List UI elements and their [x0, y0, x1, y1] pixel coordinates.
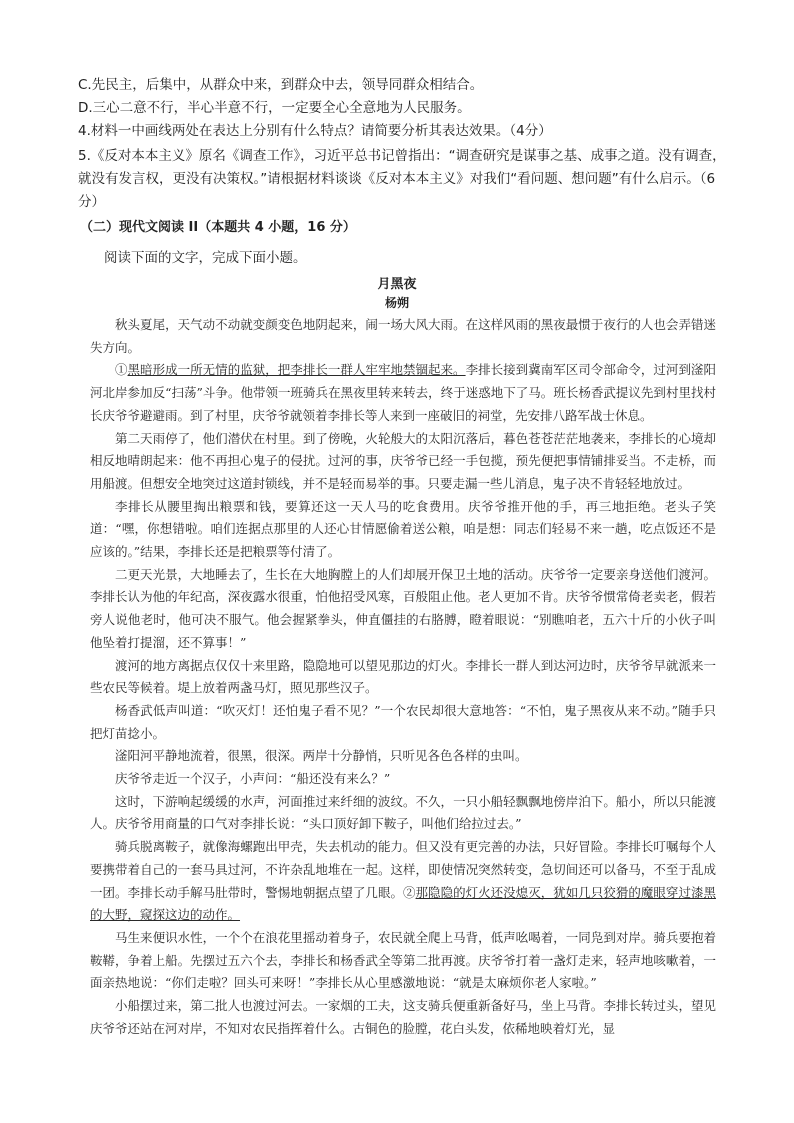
- story-title: 月黑夜: [377, 277, 417, 292]
- story-paragraph: 庆爷爷走近一个汉子，小声问：“船还没有来么？”: [115, 771, 391, 787]
- annotation-marker-1: ①: [115, 362, 128, 378]
- story-paragraph: [90, 836, 716, 927]
- paragraph-text: 骑兵脱离鞍子，就像海螺跑出甲壳，失去机动的能力。但又没有更完善的办法，只好冒险。李排长叮嘱每个人要携带着自己的一套马具过河，不许杂乱地堆在一起。这样，即使情况突然转变，急切间还可以备马，不至于乱成一团。李排长动手解马肚带时，警惕地朝据点望了几眼。: [90, 839, 716, 900]
- story-paragraph: 这时，下游响起缓缓的水声，河面推过来纤细的波纹。不久，一只小船轻飘飘地傍岸泊下。船小，所以只能渡人。庆爷爷用商量的口气对李排长说：“头口顶好卸下鞍子，叫他们给拉过去。”: [90, 793, 716, 832]
- story-paragraph: 小船摆过来，第二批人也渡过河去。一家烟的工夫，这支骑兵便重新备好马，坐上马背。李排长转过头，望见庆爷爷还站在河对岸，不知对农民指挥着什么。古铜色的脸膛，花白头发，依稀地映着灯光，显: [90, 998, 716, 1036]
- underlined-sentence-1: 黑暗形成一所无情的监狱，把李排长一群人牢牢地禁锢起来。: [127, 362, 466, 378]
- paragraph-text: 李排长接到冀南军区司令部命令，过河到滏阳河北岸参加反“扫荡”斗争。他带领一班骑兵在黑夜里转来转去，终于迷惑地下了马。班长杨香武提议先到村里找村长庆爷爷避避雨。到了村里，庆爷爷就领着李排长等人来到一座破旧的祠堂，先安排八路军战士休息。: [90, 362, 716, 423]
- section-heading: （二）现代文阅读 II（本题共 4 小题，16 分）: [80, 220, 356, 235]
- story-paragraph: 渡河的地方离据点仅仅十来里路，隐隐地可以望见那边的灯火。李排长一群人到达河边时，庆爷爷早就派来一些农民等候着。堤上放着两盏马灯，照见那些汉子。: [90, 657, 716, 696]
- story-paragraph: 李排长从腰里掏出粮票和钱，要算还这一天人马的吃食费用。庆爷爷推开他的手，再三地拒绝。老头子笑道：“嘿，你想错啦。咱们连据点那里的人还心甘情愿偷着送公粮，咱是想：同志们轻易不来一趟，吃点饭还不是应该的。”结果，李排长还是把粮票等付清了。: [90, 498, 716, 560]
- reading-instruction: 阅读下面的文字，完成下面小题。: [104, 250, 307, 266]
- underlined-sentence-2: 那隐隐的灯火还没熄灭，犹如几只狡猾的魔眼穿过漆黑的大野，窥探这边的动作。: [90, 884, 716, 923]
- question-5: 5.《反对本本主义》原名《调查工作》，习近平总书记曾指出：“调查研究是谋事之基、成事之道。没有调查，就没有发言权，更没有决策权。”请根据材料谈谈《反对本本主义》对我们“看问题、想问题”有什么启示。（6分）: [78, 148, 726, 210]
- story-paragraph: 秋头夏尾，天气动不动就变颜变色地阴起来，闹一场大风大雨。在这样风雨的黑夜最惯于夜行的人也会弄错迷失方向。: [90, 317, 716, 355]
- story-paragraph: 二更天光景，大地睡去了，生长在大地胸膛上的人们却展开保卫土地的活动。庆爷爷一定要亲身送他们渡河。李排长认为他的年纪高，深夜露水很重，怕他招受风寒，百般阻止他。老人更加不肯。庆爷爷惯常倚老卖老，假若旁人说他老时，他可决不服气。他会握紧拳头，伸直僵挂的右胳膊，瞪着眼说：“别瞧咱老，五六十斤的小伙子叫他坠着打提溜，还不算事！”: [90, 566, 716, 650]
- story-paragraph: 杨香武低声叫道：“吹灭灯！还怕鬼子看不见？”一个农民却很大意地答：“不怕，鬼子黑夜从来不动。”随手只把灯苗捻小。: [90, 702, 716, 741]
- story-author: 杨朔: [384, 296, 409, 310]
- option-c: C.先民主，后集中，从群众中来，到群众中去，领导同群众相结合。: [78, 77, 484, 93]
- story-paragraph: [90, 359, 716, 427]
- story-paragraph: 第二天雨停了，他们潜伏在村里。到了傍晚，火轮般大的太阳沉落后，暮色苍苍茫茫地袭来，李排长的心境却相反地晴朗起来：他不再担心鬼子的侵扰。过河的事，庆爷爷已经一手包揽，预先便把事情铺排妥当。不走桥，而用船渡。但想安全地突过这道封锁线，并不是轻而易举的事。只要走漏一些儿消息，鬼子决不肯轻轻地放过。: [90, 430, 716, 491]
- story-paragraph: 滏阳河平静地流着，很黑，很深。两岸十分静悄，只听见各色各样的虫叫。: [115, 748, 528, 764]
- option-d: D.三心二意不行，半心半意不行，一定要全心全意地为人民服务。: [78, 100, 471, 116]
- story-paragraph: 马生来便识水性，一个个在浪花里摇动着身子，农民就全爬上马背，低声吆喝着，一同凫到对岸。骑兵要抱着鞍鞯，争着上船。先摆过五六个去，李排长和杨香武全等第二批再渡。庆爷爷打着一盏灯走来，轻声地咳嗽着，一面亲热地说：“你们走啦？回头可来呀！”李排长从心里感激地说：“就是太麻烦你老人家啦。”: [90, 929, 716, 991]
- story-body: [90, 314, 716, 1041]
- question-4: 4.材料一中画线两处在表达上分别有什么特点？请简要分析其表达效果。（4分）: [78, 123, 552, 139]
- annotation-marker-2: ②: [403, 884, 416, 900]
